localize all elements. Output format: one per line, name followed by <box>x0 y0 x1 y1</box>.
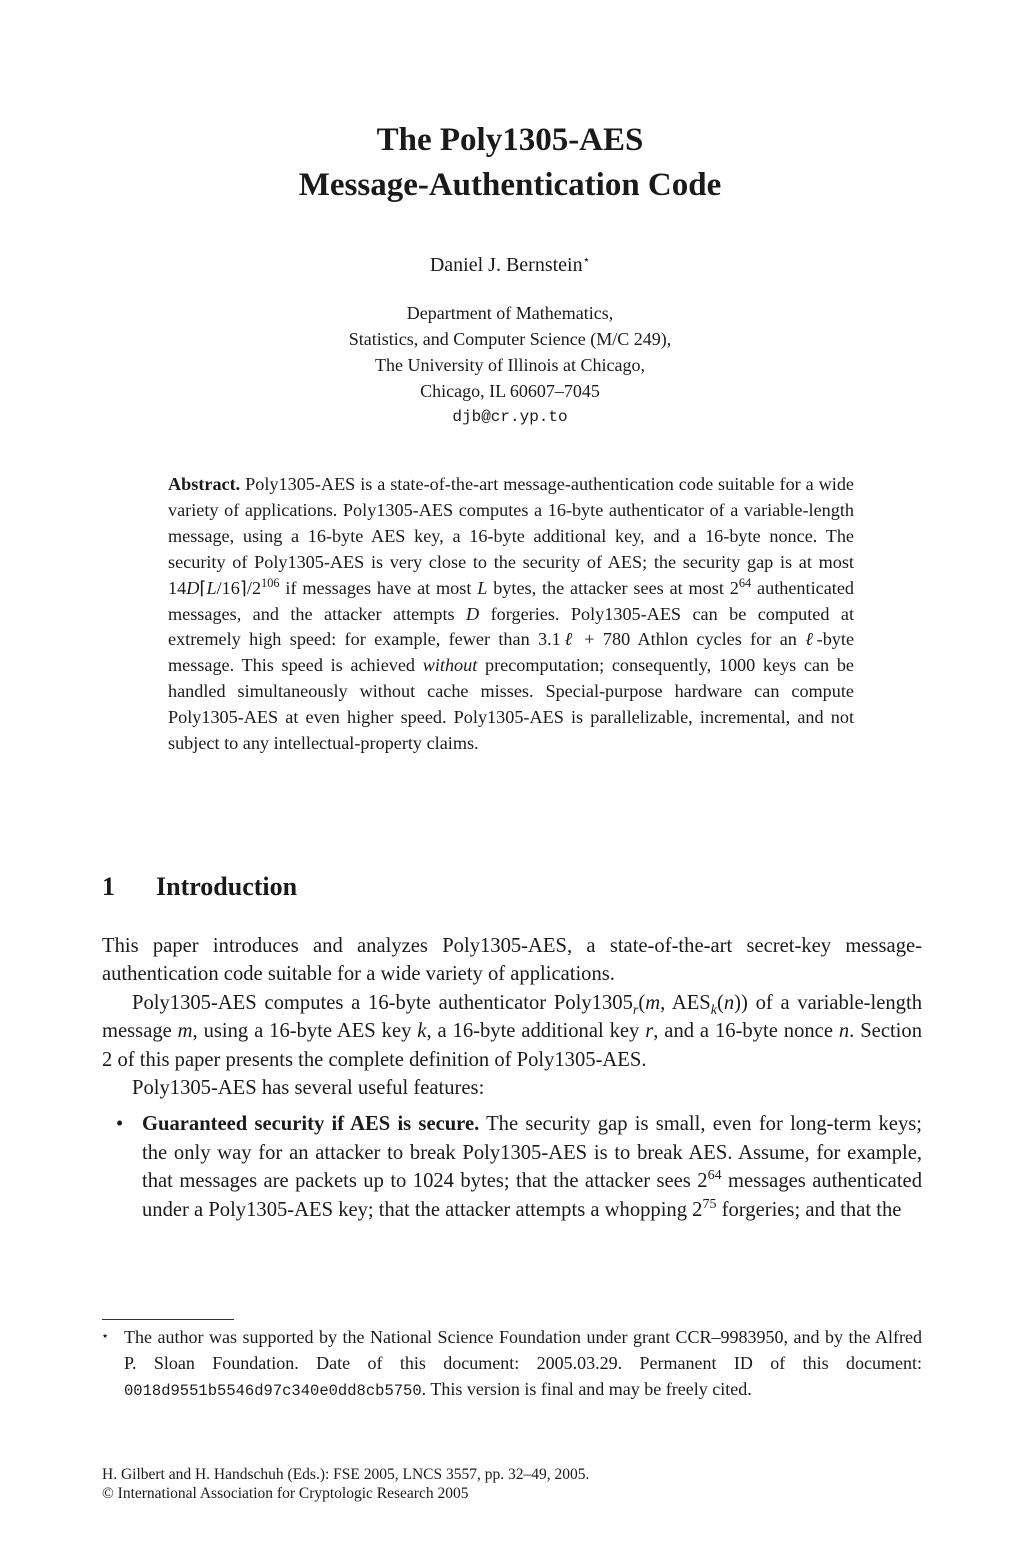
author-name <box>0 254 1020 277</box>
abstract-text: forgeries. Poly1305-AES can be computed at extremely high speed: for example, fewer than 3.1 <box>168 603 855 650</box>
text: )) of a variable-length message <box>102 991 923 1043</box>
paragraph <box>102 989 922 1074</box>
bullet-label: Guaranteed security if AES is secure. <box>142 1113 480 1136</box>
math-var: D <box>466 603 480 624</box>
affiliation-line-4: Chicago, IL 60607–7045 <box>420 381 600 401</box>
affiliation-line-2: Statistics, and Computer Science (M/C 249), <box>348 329 672 349</box>
math-var: r <box>645 1020 654 1043</box>
footnote-mark: ⋆ <box>101 1328 110 1343</box>
publication-meta <box>102 1465 589 1503</box>
abstract-text: precomputation; consequently, 1000 keys can be handled simultaneously without cache misses. Special-purpose hardware can compute Poly1305-AES at even higher speed. Poly1305-AES is parallelizable, incremental, and not subject to any intellectual-property claims. <box>168 655 854 754</box>
section-number: 1 <box>102 872 115 901</box>
text: , AES <box>660 991 711 1014</box>
footnote-text: . This version is final and may be freely cited. <box>421 1378 752 1399</box>
math-var: k <box>417 1020 427 1043</box>
math-exponent: 75 <box>702 1196 717 1212</box>
title-line-1: The Poly1305-AES <box>376 122 644 158</box>
footnote-rule <box>102 1319 234 1320</box>
text: ( <box>638 991 646 1014</box>
text: , using a 16-byte AES key <box>192 1020 418 1043</box>
abstract-label: Abstract. <box>168 474 241 494</box>
math-var: D <box>186 577 200 598</box>
math-var: r <box>632 1002 639 1018</box>
affiliation-line-1: Department of Mathematics, <box>406 303 614 323</box>
title-line-2: Message-Authentication Code <box>298 167 722 203</box>
section-title: Introduction <box>156 872 298 901</box>
footnote-text: The author was supported by the National Science Foundation under grant CCR–9983950, and by the Alfred P. Sloan Foundation. Date of this document: 2005.03.29. Permanent ID of this document: <box>124 1327 922 1373</box>
publication-line-1: H. Gilbert and H. Handschuh (Eds.): FSE 2005, LNCS 3557, pp. 32–49, 2005. <box>102 1466 590 1483</box>
text: forgeries; and that the <box>716 1198 902 1221</box>
abstract <box>168 472 854 757</box>
abstract-text: + 780 Athlon cycles for an <box>575 629 806 650</box>
section-heading <box>102 872 297 902</box>
math-var: k <box>710 1002 717 1018</box>
document-id: 0018d9551b5546d97c340e0dd8cb5750 <box>124 1381 422 1400</box>
author-footnote-mark: ⋆ <box>582 252 591 267</box>
math-exponent: 64 <box>707 1168 722 1184</box>
math-var: L <box>477 577 488 598</box>
emphasis: without <box>422 655 478 676</box>
paragraph: This paper introduces and analyzes Poly1305-AES, a state-of-the-art secret-key message-authentication code suitable for a wide variety of applications. <box>102 935 922 986</box>
math-exponent: 64 <box>738 575 752 590</box>
math-symbol: ⌈ <box>199 577 207 598</box>
paper-title <box>0 118 1020 208</box>
abstract-text: if messages have at most <box>279 577 478 598</box>
bullet-icon: • <box>116 1113 124 1136</box>
list-item <box>102 1110 922 1224</box>
paragraph: Poly1305-AES has several useful features: <box>132 1077 485 1100</box>
copyright-line: © International Association for Cryptologic Research 2005 <box>102 1485 469 1502</box>
footnote <box>102 1325 922 1404</box>
math-exponent: 106 <box>261 575 280 590</box>
math-var: ℓ <box>805 629 817 650</box>
text: The security gap is small, even for long-term keys; the only way for an attacker to break Poly1305-AES is to break AES. Assume, for example, that messages are packets up to 1024 bytes; that the attacker sees 2 <box>142 1113 922 1193</box>
affiliation <box>0 300 1020 430</box>
math-var: n <box>723 991 735 1014</box>
text: . Section 2 of this paper presents the complete definition of Poly1305-AES. <box>102 1020 922 1071</box>
math-var: n <box>838 1020 850 1043</box>
author-name-text: Daniel J. Bernstein <box>429 254 583 276</box>
abstract-text: Poly1305-AES is a state-of-the-art message-authentication code suitable for a wide variety of applications. Poly1305-AES computes a 16-byte authenticator of a variable-length message, using a 16-byte AES key, a 16-byte additional key, and a 16-byte nonce. The security of Poly1305-AES is very close to the security of AES; the security gap is at most 14 <box>168 474 854 598</box>
affiliation-line-3: The University of Illinois at Chicago, <box>375 355 645 375</box>
author-email: djb@cr.yp.to <box>452 408 568 426</box>
text: messages authenticated under a Poly1305-AES key; that the attacker attempts a whopping 2 <box>142 1170 922 1221</box>
abstract-text: -byte message. This speed is achieved <box>168 629 855 676</box>
text: Poly1305-AES computes a 16-byte authenticator Poly1305 <box>132 991 633 1014</box>
math-var: m <box>177 1020 193 1043</box>
math-var: ℓ <box>560 629 576 650</box>
abstract-text: bytes, the attacker sees at most 2 <box>487 577 739 598</box>
text: , and a 16-byte nonce <box>653 1020 839 1043</box>
text: ( <box>716 991 724 1014</box>
math-expr: /16⌉/2 <box>216 577 262 598</box>
abstract-text: authenticated messages, and the attacker attempts <box>168 577 854 624</box>
math-var: L <box>206 577 217 598</box>
math-var: m <box>645 991 661 1014</box>
text: , a 16-byte additional key <box>426 1020 646 1043</box>
intro-body <box>102 932 922 1224</box>
